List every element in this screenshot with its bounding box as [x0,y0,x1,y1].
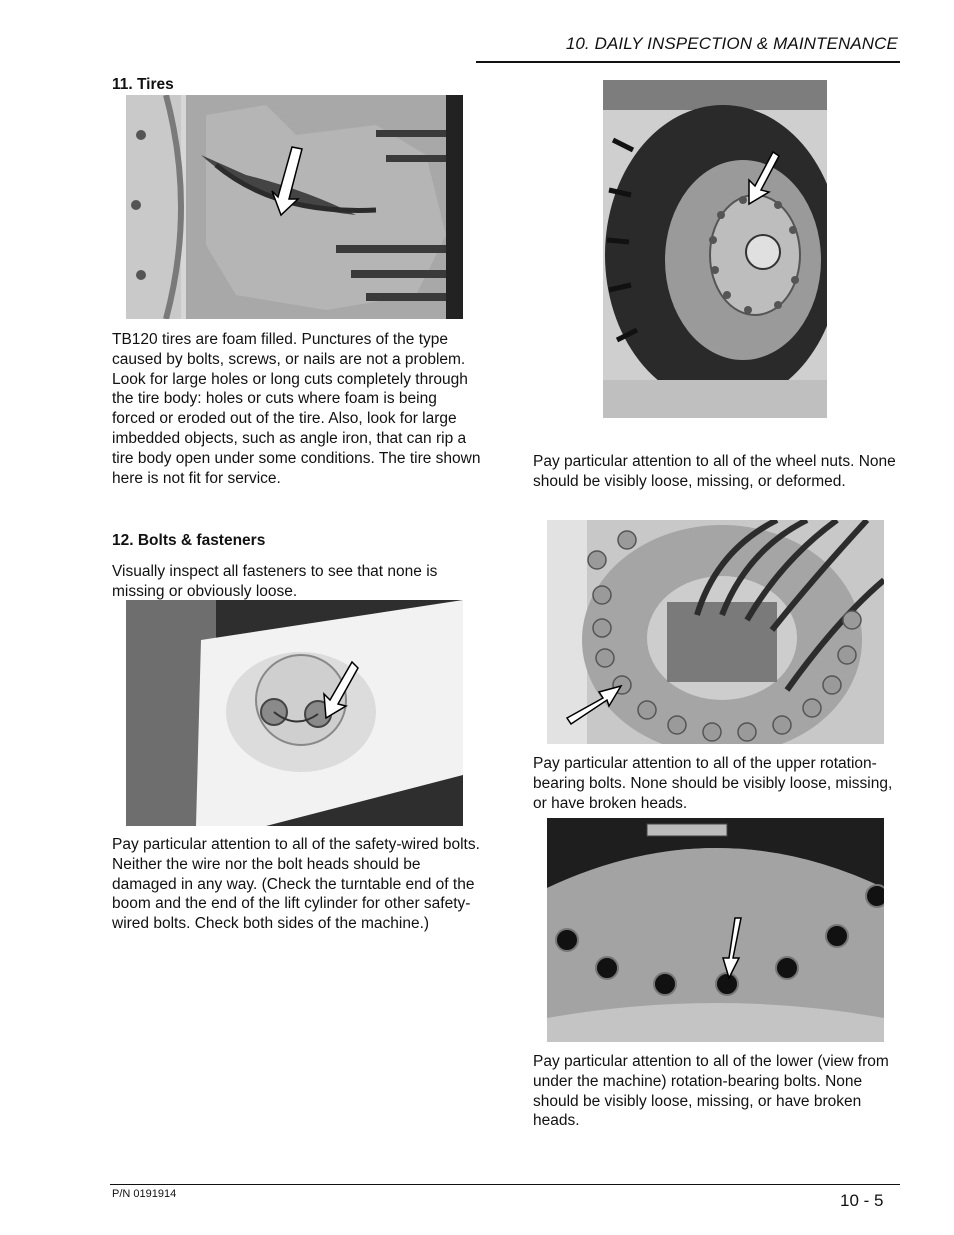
page-number: 10 - 5 [840,1191,884,1210]
tires-heading: 11. Tires [112,76,174,93]
wheel-nuts-photo [603,80,827,418]
safety-wired-description: Pay particular attention to all of the safety-wired bolts. Neither the wire nor the bolt heads should be damaged in any way. (Check the turntable end of the boom and the end of the lift cylinder for other safety-wired bolts. Check both sides of the machine.) [112,836,480,933]
damaged-tire-photo [126,95,463,319]
tires-description: TB120 tires are foam filled. Punctures of the type caused by bolts, screws, or nails are not a problem. Look for large holes or long cuts completely through the tire body: holes or cuts where foam is being forced or eroded out of the tire. Also, look for large imbedded objects, such as angle iron, that can rip a tire body open under some conditions. The tire shown here is not fit for service. [112,331,481,487]
safety-wired-bolts-photo [126,600,463,826]
lower-bolts-description: Pay particular attention to all of the lower (view from under the machine) rotation-bearing bolts. None should be visibly loose, missing, or have broken heads. [533,1053,889,1130]
wheel-nuts-description: Pay particular attention to all of the wheel nuts. None should be visibly loose, missing, or deformed. [533,453,896,490]
bolts-intro: Visually inspect all fasteners to see that none is missing or obviously loose. [112,563,438,600]
upper-bolts-description: Pay particular attention to all of the upper rotation-bearing bolts. None should be visibly loose, missing, or have broken heads. [533,755,893,812]
part-number: P/N 0191914 [112,1188,177,1200]
lower-rotation-bearing-photo [547,818,884,1042]
header-divider [476,61,900,63]
upper-rotation-bearing-photo [547,520,884,744]
bolts-heading: 12. Bolts & fasteners [112,532,266,549]
footer-divider [110,1184,900,1185]
section-title: 10. DAILY INSPECTION & MAINTENANCE [565,34,898,53]
